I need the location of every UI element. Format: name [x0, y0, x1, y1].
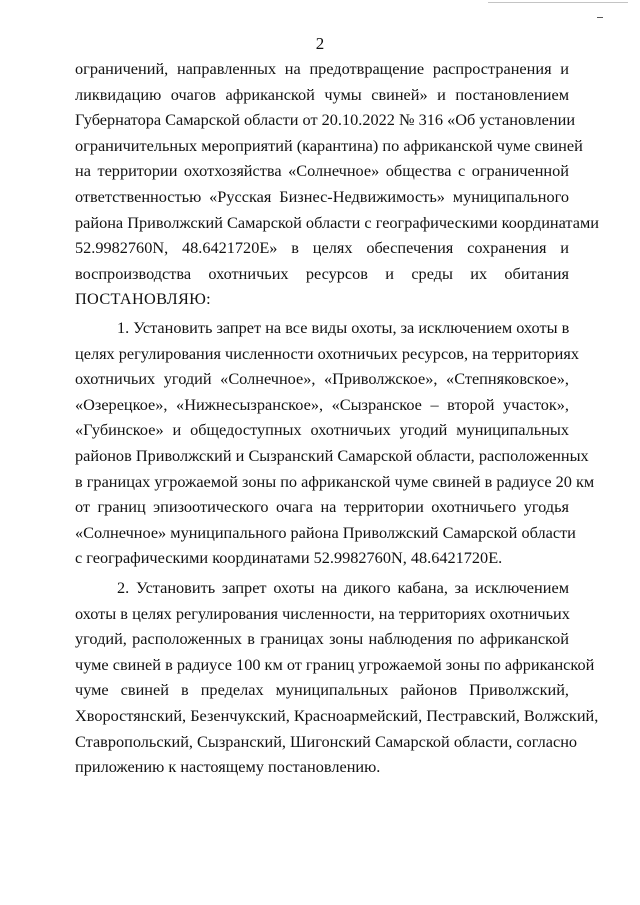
text-line: на территории охотхозяйства «Солнечное» общества с ограниченной [75, 161, 569, 181]
text-line: «Губинское» и общедоступных охотничьих угодий муниципальных [75, 420, 569, 440]
text-line: 52.9982760N, 48.6421720E» в целях обеспечения сохранения и [75, 238, 569, 258]
text-line: 2. Установить запрет охоты на дикого кабана, за исключением [117, 578, 569, 597]
text-line: от границ эпизоотического очага на территории охотничьего угодья [75, 497, 569, 517]
text-line: угодий, расположенных в границах зоны наблюдения по африканской [75, 629, 569, 649]
text-line: района Приволжский Самарской области с географическими координатами [75, 212, 599, 232]
text-line: воспроизводства охотничьих ресурсов и среды их обитания [75, 263, 569, 283]
paragraph-2 [75, 575, 599, 780]
text-line: охоты в целях регулирования численности, на территориях охотничьих [75, 603, 570, 623]
text-line: чуме свиней в пределах муниципальных районов Приволжский, [75, 680, 569, 700]
text-line: ограничений, направленных на предотвращение распространения и [75, 59, 569, 78]
text-line: ограничительных мероприятий (карантина) по африканской чуме свиней [75, 135, 583, 155]
text-line: в границах угрожаемой зоны по африканской чуме свиней в радиусе 20 км [75, 471, 595, 491]
text-line: Хворостянский, Безенчукский, Красноармейский, Пестравский, Волжский, [75, 705, 599, 725]
text-line: районов Приволжский и Сызранский Самарской области, расположенных [75, 445, 589, 465]
text-line: 1. Установить запрет на все виды охоты, за исключением охоты в [117, 318, 570, 337]
text-line: ликвидацию очагов африканской чумы свиней» и постановлением [75, 84, 569, 104]
paragraph-1 [75, 315, 595, 571]
text-line: «Солнечное» муниципального района Приволжский Самарской области [75, 522, 576, 542]
text-line: ответственностью «Русская Бизнес-Недвижимость» муниципального [75, 186, 569, 206]
decree-heading: ПОСТАНОВЛЯЮ: [75, 289, 211, 309]
intro-paragraph [75, 56, 599, 312]
scan-mark-top [488, 2, 628, 3]
text-line: с географическими координатами 52.9982760N, 48.6421720E. [75, 548, 503, 568]
text-line: приложению к настоящему постановлению. [75, 757, 381, 777]
text-line: Ставропольский, Сызранский, Шигонский Самарской области, согласно [75, 731, 578, 751]
page-number: 2 [315, 34, 325, 53]
text-line: чуме свиней в радиусе 100 км от границ угрожаемой зоны по африканской [75, 654, 595, 674]
scan-mark-dash [597, 17, 603, 18]
text-line: целях регулирования численности охотничьих ресурсов, на территориях [75, 343, 580, 363]
text-line: охотничьих угодий «Солнечное», «Приволжское», «Степняковское», [75, 369, 569, 389]
text-line: «Озерецкое», «Нижнесызранское», «Сызранское – второй участок», [75, 394, 569, 414]
text-line: Губернатора Самарской области от 20.10.2022 № 316 «Об установлении [75, 110, 576, 130]
